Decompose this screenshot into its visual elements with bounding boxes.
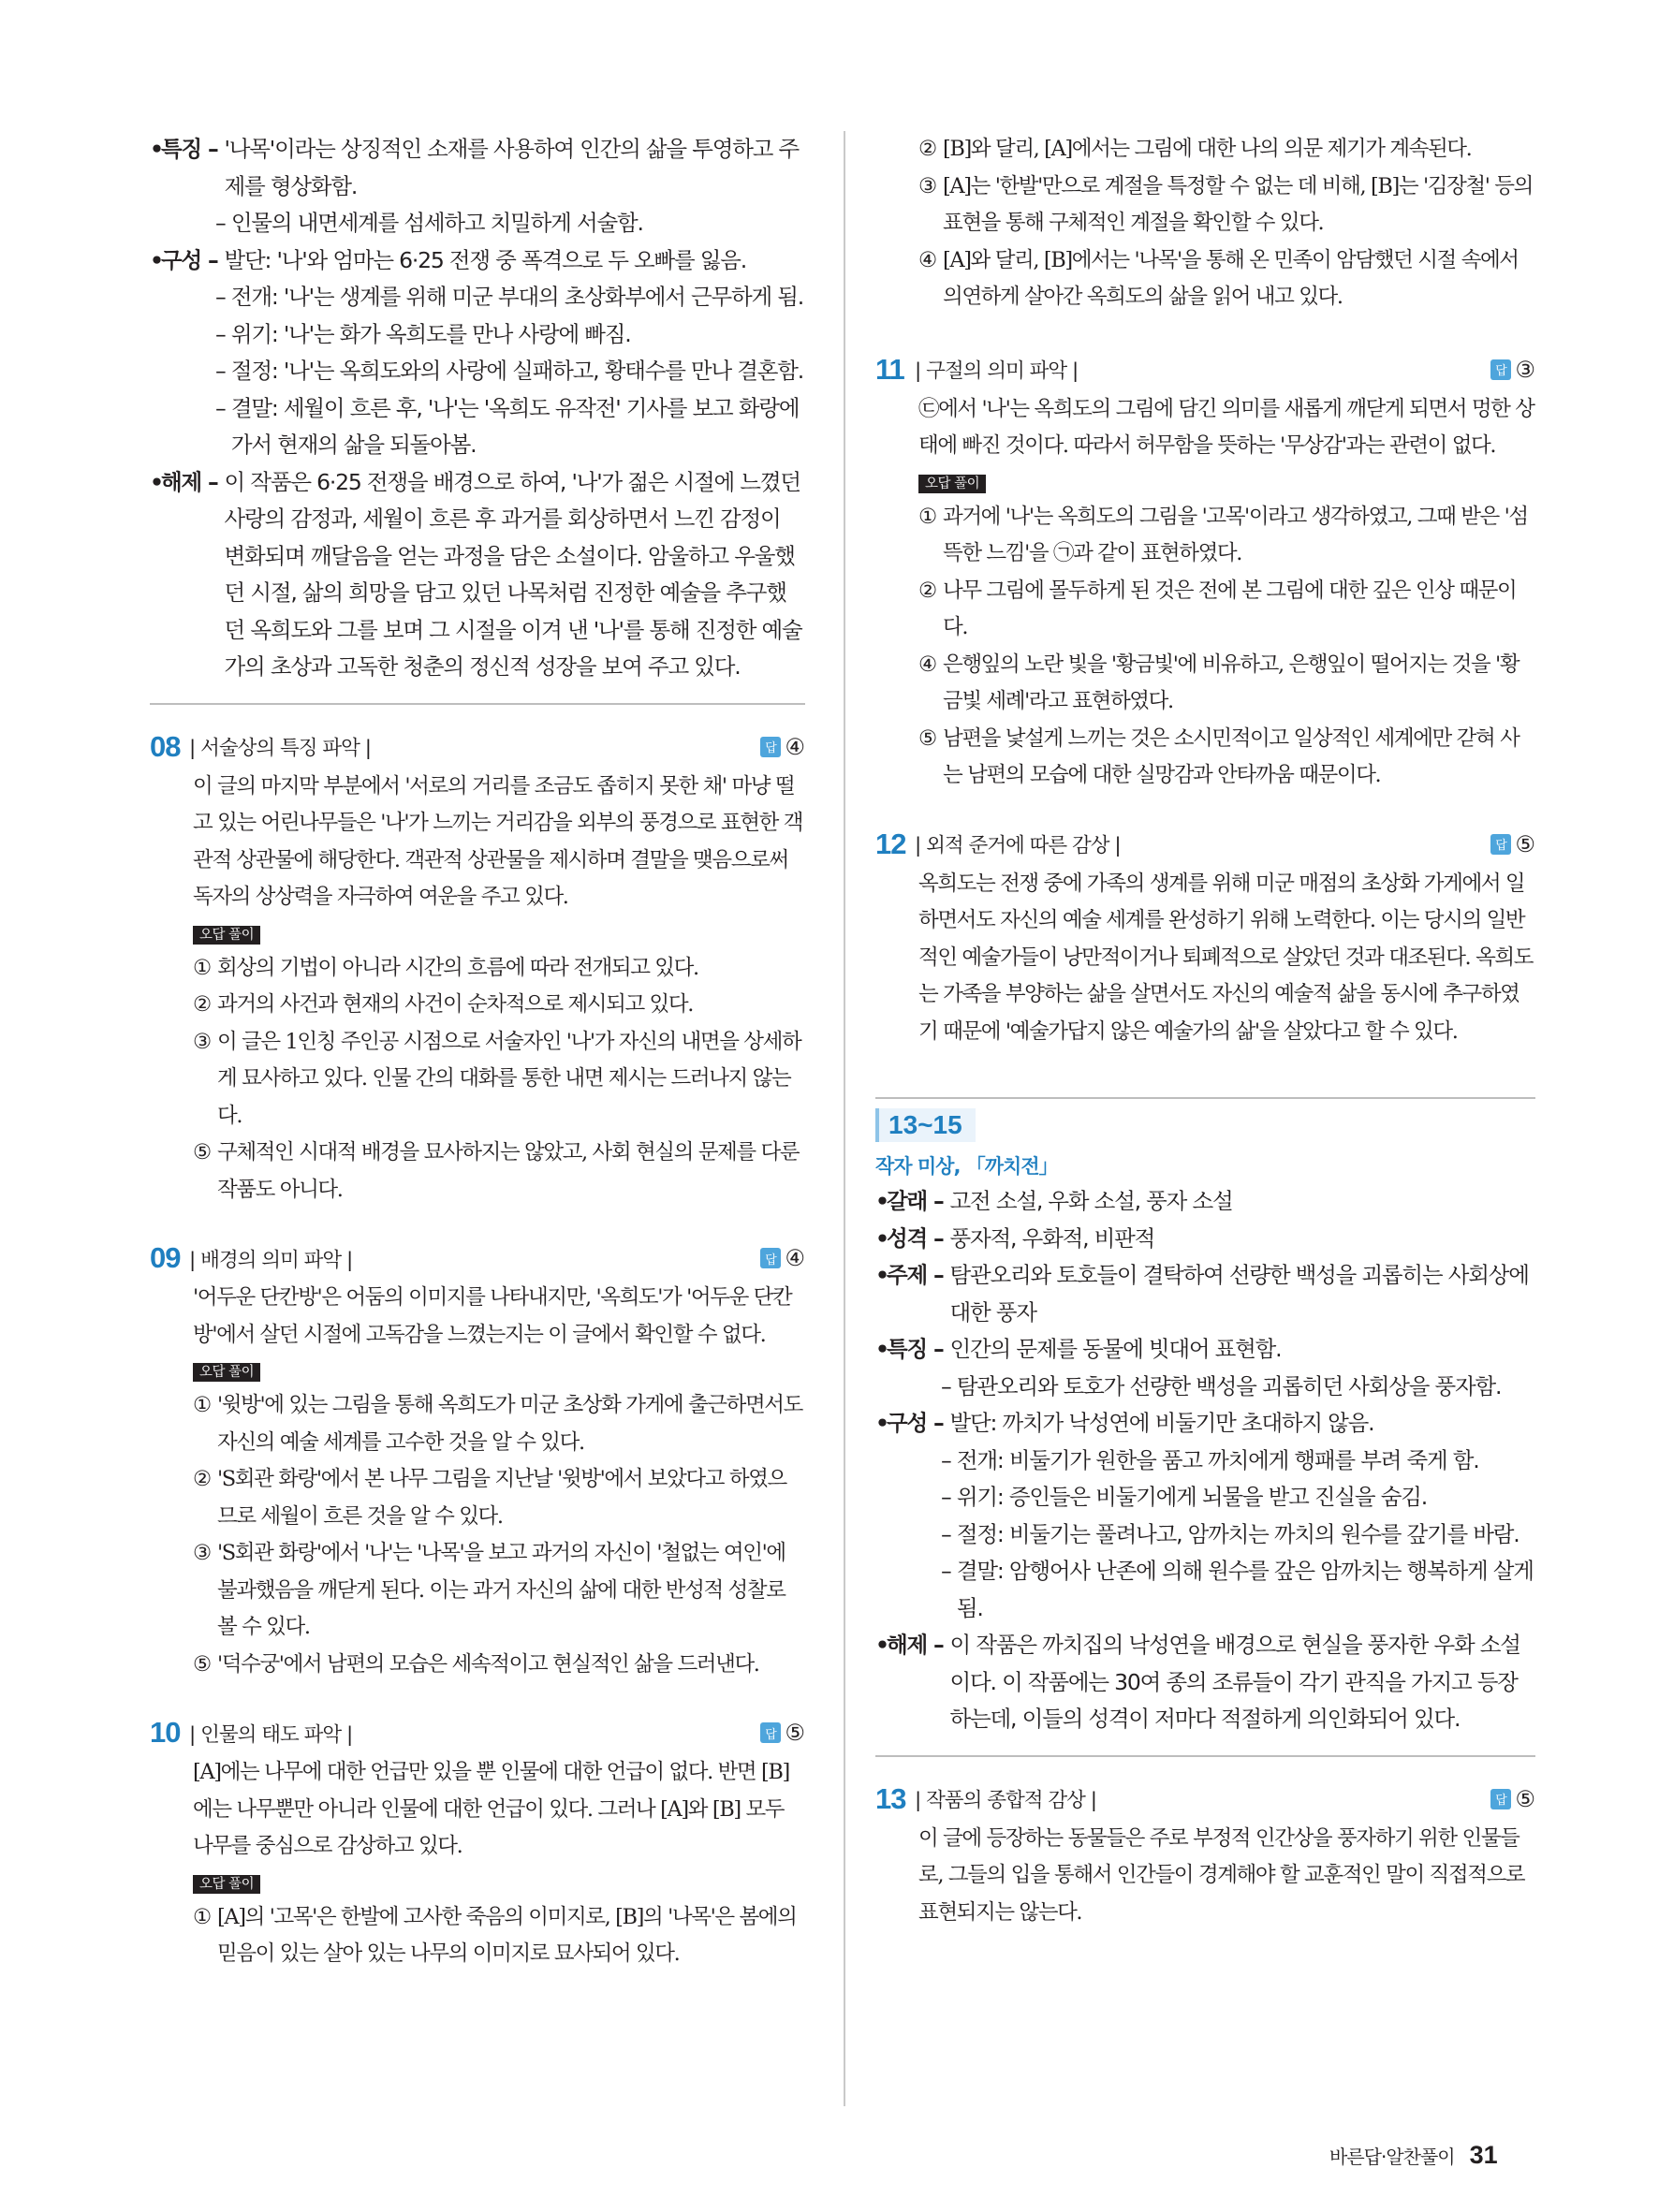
answer-icon: 답 [760, 737, 781, 757]
option-item: ② 과거의 사건과 현재의 사건이 순차적으로 제시되고 있다. [193, 992, 693, 1017]
genre-item [875, 1183, 1535, 1221]
commentary-label: 해제 – [887, 1632, 944, 1658]
question-title: | 배경의 의미 파악 | [189, 1248, 353, 1272]
section-rule [875, 1755, 1535, 1757]
answer-value: ④ [785, 1245, 805, 1271]
commentary-text: 이 작품은 6·25 전쟁을 배경으로 하여, '나'가 젊은 시절에 느꼈던 사랑의 감정과, 세월이 흐른 후 과거를 회상하면서 느낀 감정이 변화되며 깨달음을 얻는 과정을 담은 소설이다. 암울하고 우울했던 시절, 삶의 희망을 담고 있던 나목처럼 진정한 예술을 추구했던 옥희도와 그를 보며 그 시절을 이겨 낸 '나'를 통해 진정한 예술가의 초상과 고독한 청춘의 정신적 성장을 보여 주고 있다. [224, 468, 802, 680]
explanation: '어두운 단칸방'은 어둠의 이미지를 나타내지만, '옥희도'가 '어두운 단칸방'에서 살던 시절에 고독감을 느꼈는지는 이 글에서 확인할 수 없다. [193, 1285, 792, 1347]
answer-value: ④ [785, 733, 805, 760]
genre-text: 고전 소설, 우화 소설, 풍자 소설 [949, 1188, 1233, 1214]
answer-icon: 답 [760, 1248, 781, 1268]
character-item [875, 1221, 1535, 1258]
question-header [150, 1711, 805, 1754]
structure-step: – 위기: '나'는 화가 옥희도를 만나 사랑에 빠짐. [215, 320, 631, 347]
option-item: ③ 'S회관 화랑'에서 '나'는 '나목'을 보고 과거의 자신이 '철없는 여인'에 불과했음을 깨닫게 된다. 이는 과거 자신의 삶에 대한 반성적 성찰로 볼 수 있다. [193, 1541, 785, 1639]
question-13 [875, 1778, 1535, 1932]
structure-step: 발단: '나'와 엄마는 6·25 전쟁 중 폭격으로 두 오빠를 잃음. [224, 246, 747, 273]
option-item: ④ 은행잎의 노란 빛을 '황금빛'에 비유하고, 은행잎이 떨어지는 것을 '황금빛 세례'라고 표현하였다. [918, 652, 1520, 713]
structure-step: – 결말: 세월이 흐른 후, '나'는 '옥희도 유작전' 기사를 보고 화랑에 가서 현재의 삶을 되돌아봄. [215, 394, 800, 458]
page-number: 31 [1469, 2141, 1498, 2169]
work-summary-kkachijeon [875, 1183, 1535, 1738]
answer [760, 734, 805, 760]
wrong-answer-tag: 오답 풀이 [918, 475, 986, 493]
option-item: ② [B]와 달리, [A]에서는 그림에 대한 나의 의문 제기가 계속된다. [918, 137, 1472, 161]
commentary-text: 이 작품은 까치집의 낙성연을 배경으로 현실을 풍자한 우화 소설이다. 이 작품에는 30여 종의 조류들이 각기 관직을 가지고 등장하는데, 이들의 성격이 저마다 적절하게 의인화되어 있다. [949, 1632, 1520, 1732]
question-number: 09 [150, 1241, 181, 1274]
character-label: 성격 – [887, 1224, 944, 1252]
section-label: 13~15 [875, 1108, 976, 1142]
question-11 [875, 348, 1535, 795]
bullet: • [875, 1632, 888, 1658]
question-header [875, 348, 1535, 391]
option-item: ① 회상의 기법이 아니라 시간의 흐름에 따라 전개되고 있다. [193, 955, 698, 980]
work-summary-naemok [150, 131, 805, 686]
bullet: • [150, 468, 163, 495]
commentary-item [150, 464, 805, 686]
question-title: | 구절의 의미 파악 | [915, 359, 1079, 383]
bullet: • [875, 1224, 888, 1252]
structure-step: – 전개: 비둘기가 원한을 품고 까치에게 행패를 부려 죽게 함. [941, 1446, 1479, 1473]
option-item: ① [A]의 '고목'은 한발에 고사한 죽음의 이미지로, [B]의 '나목'은 봄에의 믿음이 있는 살아 있는 나무의 이미지로 묘사되어 있다. [193, 1904, 797, 1966]
feature-text: 인간의 문제를 동물에 빗대어 표현함. [949, 1336, 1282, 1362]
answer-value: ⑤ [1515, 830, 1535, 857]
structure-step: – 전개: '나'는 생계를 위해 미군 부대의 초상화부에서 근무하게 됨. [215, 284, 804, 310]
answer [1490, 831, 1535, 857]
explanation: ㉢에서 '나'는 옥희도의 그림에 담긴 의미를 새롭게 깨닫게 되면서 멍한 상태에 빠진 것이다. 따라서 허무함을 뜻하는 '무상감'과는 관련이 없다. [918, 396, 1534, 458]
question-title: | 서술상의 특징 파악 | [189, 737, 371, 760]
option-item: ③ [A]는 '한발'만으로 계절을 특정할 수 없는 데 비해, [B]는 '김장철' 등의 표현을 통해 구체적인 계절을 확인할 수 있다. [918, 173, 1533, 235]
explanation: 이 글에 등장하는 동물들은 주로 부정적 인간상을 풍자하기 위한 인물들로, 그들의 입을 통해서 인간들이 경계해야 할 교훈적인 말이 직접적으로 표현되지는 않는다. [918, 1825, 1525, 1925]
question-title: | 인물의 태도 파악 | [189, 1722, 353, 1747]
question-09 [150, 1237, 805, 1683]
answer-value: ⑤ [1515, 1785, 1535, 1812]
question-number: 13 [875, 1781, 906, 1815]
question-number: 11 [875, 352, 904, 386]
right-column [875, 131, 1535, 1931]
explanation: 옥희도는 전쟁 중에 가족의 생계를 위해 미군 매점의 초상화 가게에서 일하면서도 자신의 예술 세계를 완성하기 위해 노력한다. 이는 당시의 일반적인 예술가들이 낭만적이거나 퇴폐적으로 살았던 것과 대조된다. 옥희도는 가족을 부양하는 삶을 살면서도 자신의 예술적 삶을 동시에 추구하였기 때문에 '예술가답지 않은 예술가의 삶'을 살았다고 할 수 있다. [918, 871, 1534, 1044]
option-item: ① '윗방'에 있는 그림을 통해 옥희도가 미군 초상화 가게에 출근하면서도 자신의 예술 세계를 고수한 것을 알 수 있다. [193, 1393, 802, 1455]
page-footer [1329, 2141, 1498, 2170]
question-header [875, 1778, 1535, 1821]
theme-text: 탐관오리와 토호들이 결탁하여 선량한 백성을 괴롭히는 사회상에 대한 풍자 [949, 1262, 1529, 1326]
answer-icon: 답 [1490, 1789, 1511, 1809]
author-title: 작자 미상, 「까치전」 [875, 1155, 1058, 1178]
theme-item [875, 1257, 1535, 1331]
structure-step: – 위기: 증인들은 비둘기에게 뇌물을 받고 진실을 숨김. [941, 1484, 1427, 1510]
option-item: ⑤ 구체적인 시대적 배경을 묘사하지는 않았고, 사회 현실의 문제를 다룬 작품도 아니다. [193, 1140, 800, 1202]
genre-label: 갈래 – [887, 1188, 944, 1214]
left-column [150, 131, 805, 1973]
structure-step: – 결말: 암행어사 난존에 의해 원수를 갚은 암까치는 행복하게 살게 됨. [941, 1558, 1534, 1621]
question-number: 12 [875, 827, 906, 860]
bullet: • [875, 1410, 888, 1436]
answer-value: ⑤ [785, 1720, 805, 1746]
bullet: • [875, 1336, 888, 1362]
wrong-answer-tag: 오답 풀이 [193, 1875, 260, 1894]
option-list [193, 1387, 805, 1683]
structure-item [150, 242, 805, 280]
theme-label: 주제 – [887, 1262, 944, 1288]
structure-item [875, 1405, 1535, 1443]
section-rule [150, 703, 805, 705]
bullet: • [875, 1262, 888, 1288]
structure-label: 구성 – [887, 1410, 944, 1436]
structure-step: – 절정: 비둘기는 풀려나고, 암까치는 까치의 원수를 갚기를 바람. [941, 1520, 1520, 1547]
question-header [875, 823, 1535, 866]
explanation: [A]에는 나무에 대한 언급만 있을 뿐 인물에 대한 언급이 없다. 반면 [B]에는 나무뿐만 아니라 인물에 대한 언급이 있다. 그러나 [A]와 [B] 모두 나무를 중심으로 감상하고 있다. [193, 1760, 789, 1858]
question-title: | 외적 준거에 따른 감상 | [915, 834, 1121, 857]
question-number: 08 [150, 729, 181, 763]
answer-icon: 답 [1490, 359, 1511, 380]
option-list [193, 1899, 805, 1973]
question-header [150, 725, 805, 769]
q10-continued-options [875, 131, 1535, 316]
option-item: ② 나무 그림에 몰두하게 된 것은 전에 본 그림에 대한 깊은 인상 때문이다. [918, 578, 1517, 639]
feature-sub: – 인물의 내면세계를 섬세하고 치밀하게 서술함. [215, 210, 643, 236]
bullet: • [150, 246, 163, 273]
option-item: ③ 이 글은 1인칭 주인공 시점으로 서술자인 '나'가 자신의 내면을 상세하게 묘사하고 있다. 인물 간의 대화를 통한 내면 제시는 드러나지 않는다. [193, 1029, 801, 1128]
option-item: ② 'S회관 화랑'에서 본 나무 그림을 지난날 '윗방'에서 보았다고 하였으므로 세월이 흐른 것을 알 수 있다. [193, 1467, 786, 1529]
feature-sub: – 탐관오리와 토호가 선량한 백성을 괴롭히던 사회상을 풍자함. [941, 1372, 1502, 1399]
question-12 [875, 823, 1535, 1051]
option-item: ① 과거에 '나'는 옥희도의 그림을 '고목'이라고 생각하였고, 그때 받은 '섬뜩한 느낌'을 ㉠과 같이 표현하였다. [918, 504, 1528, 565]
feature-text: '나목'이라는 상징적인 소재를 사용하여 인간의 삶을 투영하고 주제를 형상화함. [224, 136, 799, 199]
commentary-label: 해제 – [161, 468, 218, 495]
bullet: • [875, 1188, 888, 1214]
option-item: ④ [A]와 달리, [B]에서는 '나목'을 통해 온 민족이 암담했던 시절 속에서 의연하게 살아간 옥희도의 삶을 읽어 내고 있다. [918, 247, 1519, 309]
question-header [150, 1237, 805, 1280]
feature-item [150, 131, 805, 205]
character-text: 풍자적, 우화적, 비판적 [949, 1224, 1155, 1252]
commentary-item [875, 1627, 1535, 1738]
answer-value: ③ [1515, 356, 1535, 383]
section-13-15 [875, 1097, 1535, 1738]
structure-step: 발단: 까치가 낙성연에 비둘기만 초대하지 않음. [949, 1410, 1374, 1436]
question-08 [150, 725, 805, 1209]
answer-icon: 답 [760, 1722, 781, 1743]
answer [760, 1245, 805, 1271]
feature-label: 특징 – [887, 1336, 944, 1362]
option-list [193, 950, 805, 1209]
structure-step: – 절정: '나'는 옥희도와의 사랑에 실패하고, 황태수를 만나 결혼함. [215, 358, 804, 384]
option-item: ⑤ '덕수궁'에서 남편의 모습은 세속적이고 현실적인 삶을 드러낸다. [193, 1651, 759, 1677]
feature-label: 특징 – [161, 136, 218, 162]
question-title: | 작품의 종합적 감상 | [915, 1789, 1096, 1812]
wrong-answer-tag: 오답 풀이 [193, 1363, 260, 1382]
bullet: • [150, 136, 163, 162]
answer [1490, 1786, 1535, 1812]
feature-item [875, 1331, 1535, 1369]
structure-label: 구성 – [161, 246, 218, 273]
question-number: 10 [150, 1716, 181, 1749]
answer [1490, 357, 1535, 383]
question-10 [150, 1711, 805, 1973]
wrong-answer-tag: 오답 풀이 [193, 926, 260, 945]
explanation: 이 글의 마지막 부분에서 '서로의 거리를 조금도 좁히지 못한 채' 마냥 떨고 있는 어린나무들은 '나'가 느끼는 거리감을 외부의 풍경으로 표현한 객관적 상관물에 해당한다. 객관적 상관물을 제시하며 결말을 맺음으로써 독자의 상상력을 자극하여 여운을 주고 있다. [193, 773, 803, 909]
column-divider [844, 131, 845, 2106]
book-title: 바른답·알찬풀이 [1329, 2146, 1455, 2168]
answer [760, 1720, 805, 1746]
option-list [918, 499, 1535, 795]
answer-icon: 답 [1490, 834, 1511, 855]
option-item: ⑤ 남편을 낯설게 느끼는 것은 소시민적이고 일상적인 세계에만 갇혀 사는 남편의 모습에 대한 실망감과 안타까움 때문이다. [918, 725, 1520, 787]
